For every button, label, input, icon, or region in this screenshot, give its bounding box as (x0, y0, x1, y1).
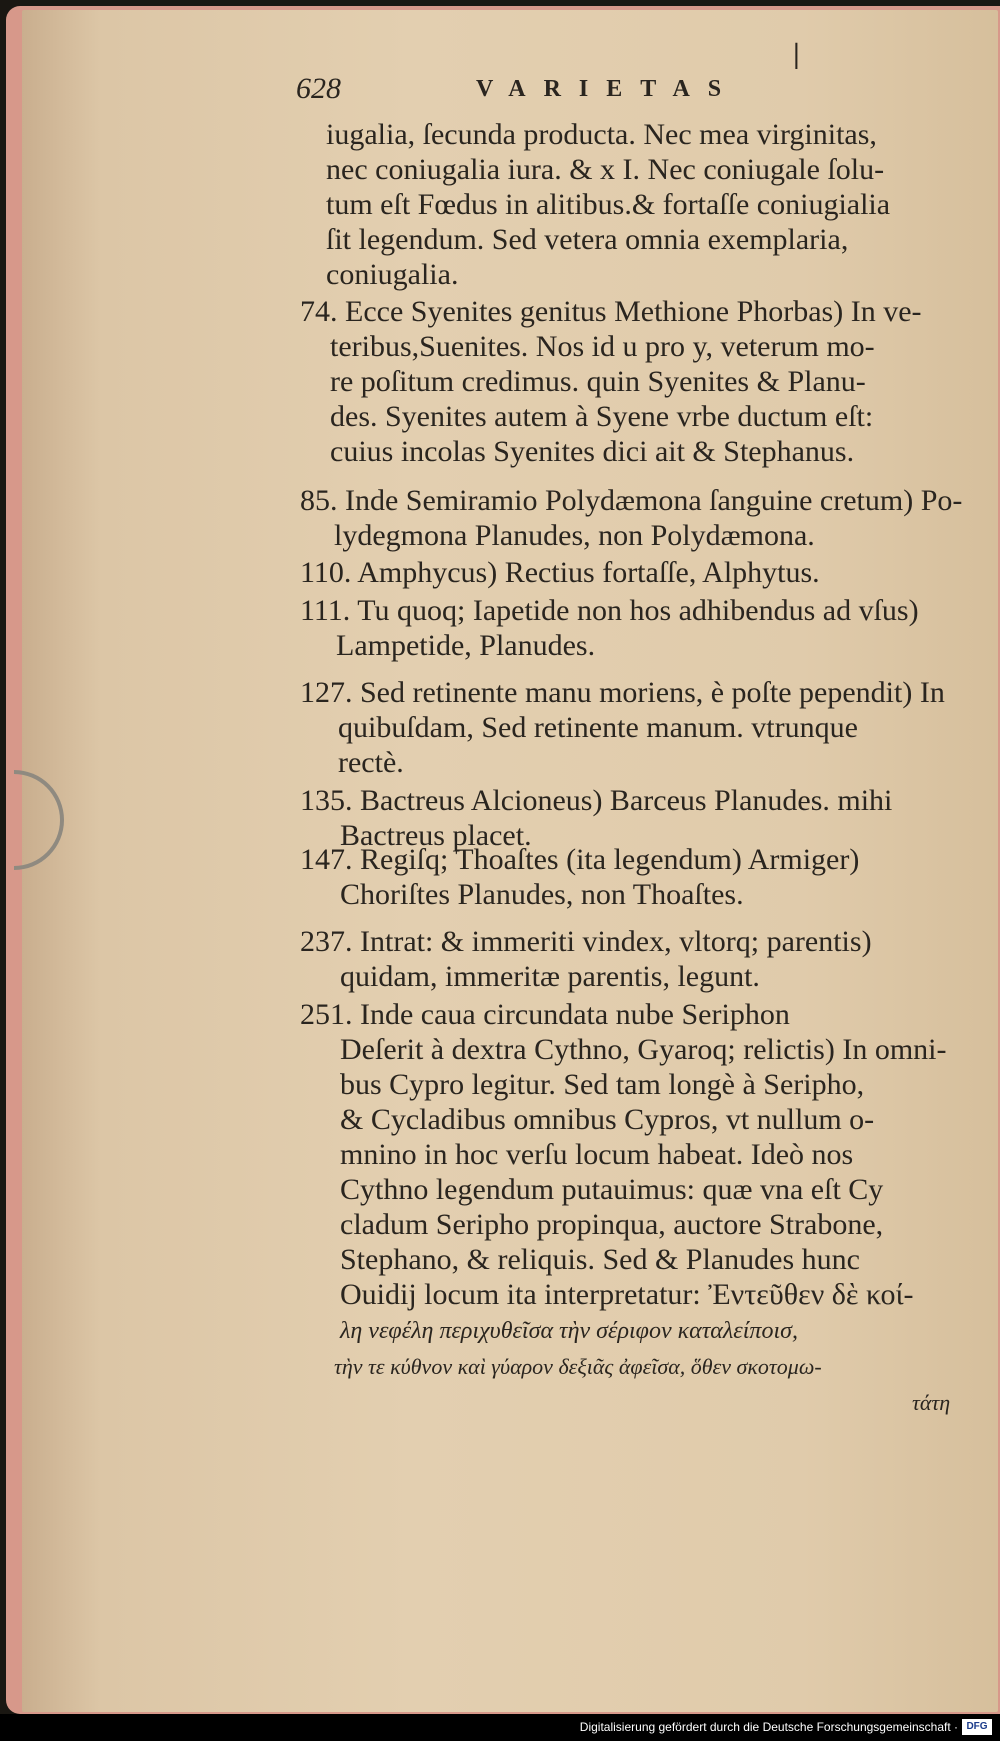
text-line: nec coniugalia iura. & x I. Nec coniugale ſolu- (326, 153, 885, 186)
note-251: 251. Inde caua circundata nube Seriphon (300, 998, 790, 1031)
greek-line: τάτη (912, 1390, 951, 1415)
text-line: re poſitum credimus. quin Syenites & Planu- (330, 365, 866, 398)
text-line: & Cycladibus omnibus Cypros, vt nullum o- (340, 1103, 875, 1136)
running-head: VARIETAS (476, 76, 740, 102)
text-line: Stephano, & reliquis. Sed & Planudes hunc (340, 1243, 860, 1276)
text-line: Choriſtes Planudes, non Thoaſtes. (340, 878, 744, 911)
text-line: Cythno legendum putauimus: quæ vna eſt Cy (340, 1173, 884, 1206)
text-line: lydegmona Planudes, non Polydæmona. (334, 519, 815, 552)
footer-bar (0, 1714, 1000, 1741)
page-number: 628 (296, 72, 341, 105)
note-127: 127. Sed retinente manu moriens, è poſte pependit) In (300, 676, 945, 709)
note-110: 110. Amphycus) Rectius fortaſſe, Alphytus. (300, 556, 820, 589)
greek-line: λη νεφέλη περιχυθεῖσα τὴν σέριφον καταλείποισ, (340, 1318, 798, 1344)
text-line: quibuſdam, Sed retinente manum. vtrunque (338, 711, 858, 744)
note-111: 111. Tu quoq; Iapetide non hos adhibendus ad vſus) (300, 594, 919, 627)
text-line: ſit legendum. Sed vetera omnia exemplaria, (326, 223, 849, 256)
note-135: 135. Bactreus Alcioneus) Barceus Planudes. mihi (300, 784, 893, 817)
text-line: rectè. (338, 746, 404, 779)
greek-line: τὴν τε κύθνον καὶ γύαρον δεξιᾶς ἀφεῖσα, ὅθεν σκοτομω- (334, 1354, 822, 1379)
text-line: des. Syenites autem à Syene vrbe ductum eſt: (330, 400, 874, 433)
text-line: tum eſt Fœdus in alitibus.& fortaſſe coniugialia (326, 188, 891, 221)
text-line: iugalia, ſecunda producta. Nec mea virginitas, (326, 118, 877, 151)
note-237: 237. Intrat: & immeriti vindex, vltorq; parentis) (300, 925, 872, 958)
text-line: quidam, immeritæ parentis, legunt. (340, 960, 760, 993)
note-74: 74. Ecce Syenites genitus Methione Phorbas) In ve- (300, 295, 922, 328)
text-line: cladum Seripho propinqua, auctore Strabone, (340, 1208, 884, 1241)
note-147: 147. Regiſq; Thoaſtes (ita legendum) Armiger) (300, 843, 860, 876)
text-line: mnino in hoc verſu locum habeat. Ideò nos (340, 1138, 854, 1171)
footer-credit: Digitalisierung gefördert durch die Deutsche Forschungsgemeinschaft · (579, 1720, 958, 1734)
text-line: Lampetide, Planudes. (336, 629, 596, 662)
text-line: Deſerit à dextra Cythno, Gyaroq; relictis) In omni- (340, 1033, 947, 1066)
dfg-logo: DFG (962, 1719, 992, 1735)
page-mark: | (792, 40, 801, 70)
text-line: teribus,Suenites. Nos id u pro y, veterum mo- (330, 330, 875, 363)
text-line: coniugalia. (326, 258, 459, 291)
text-line: bus Cypro legitur. Sed tam longè à Seripho, (340, 1068, 865, 1101)
text-line: Bactreus placet. (340, 819, 532, 852)
note-85: 85. Inde Semiramio Polydæmona ſanguine cretum) Po- (300, 484, 963, 517)
text-line: Ouidij locum ita interpretatur: Ἐντεῦθεν δὲ κοί- (340, 1278, 914, 1311)
text-line: cuius incolas Syenites dici ait & Stephanus. (330, 435, 855, 468)
